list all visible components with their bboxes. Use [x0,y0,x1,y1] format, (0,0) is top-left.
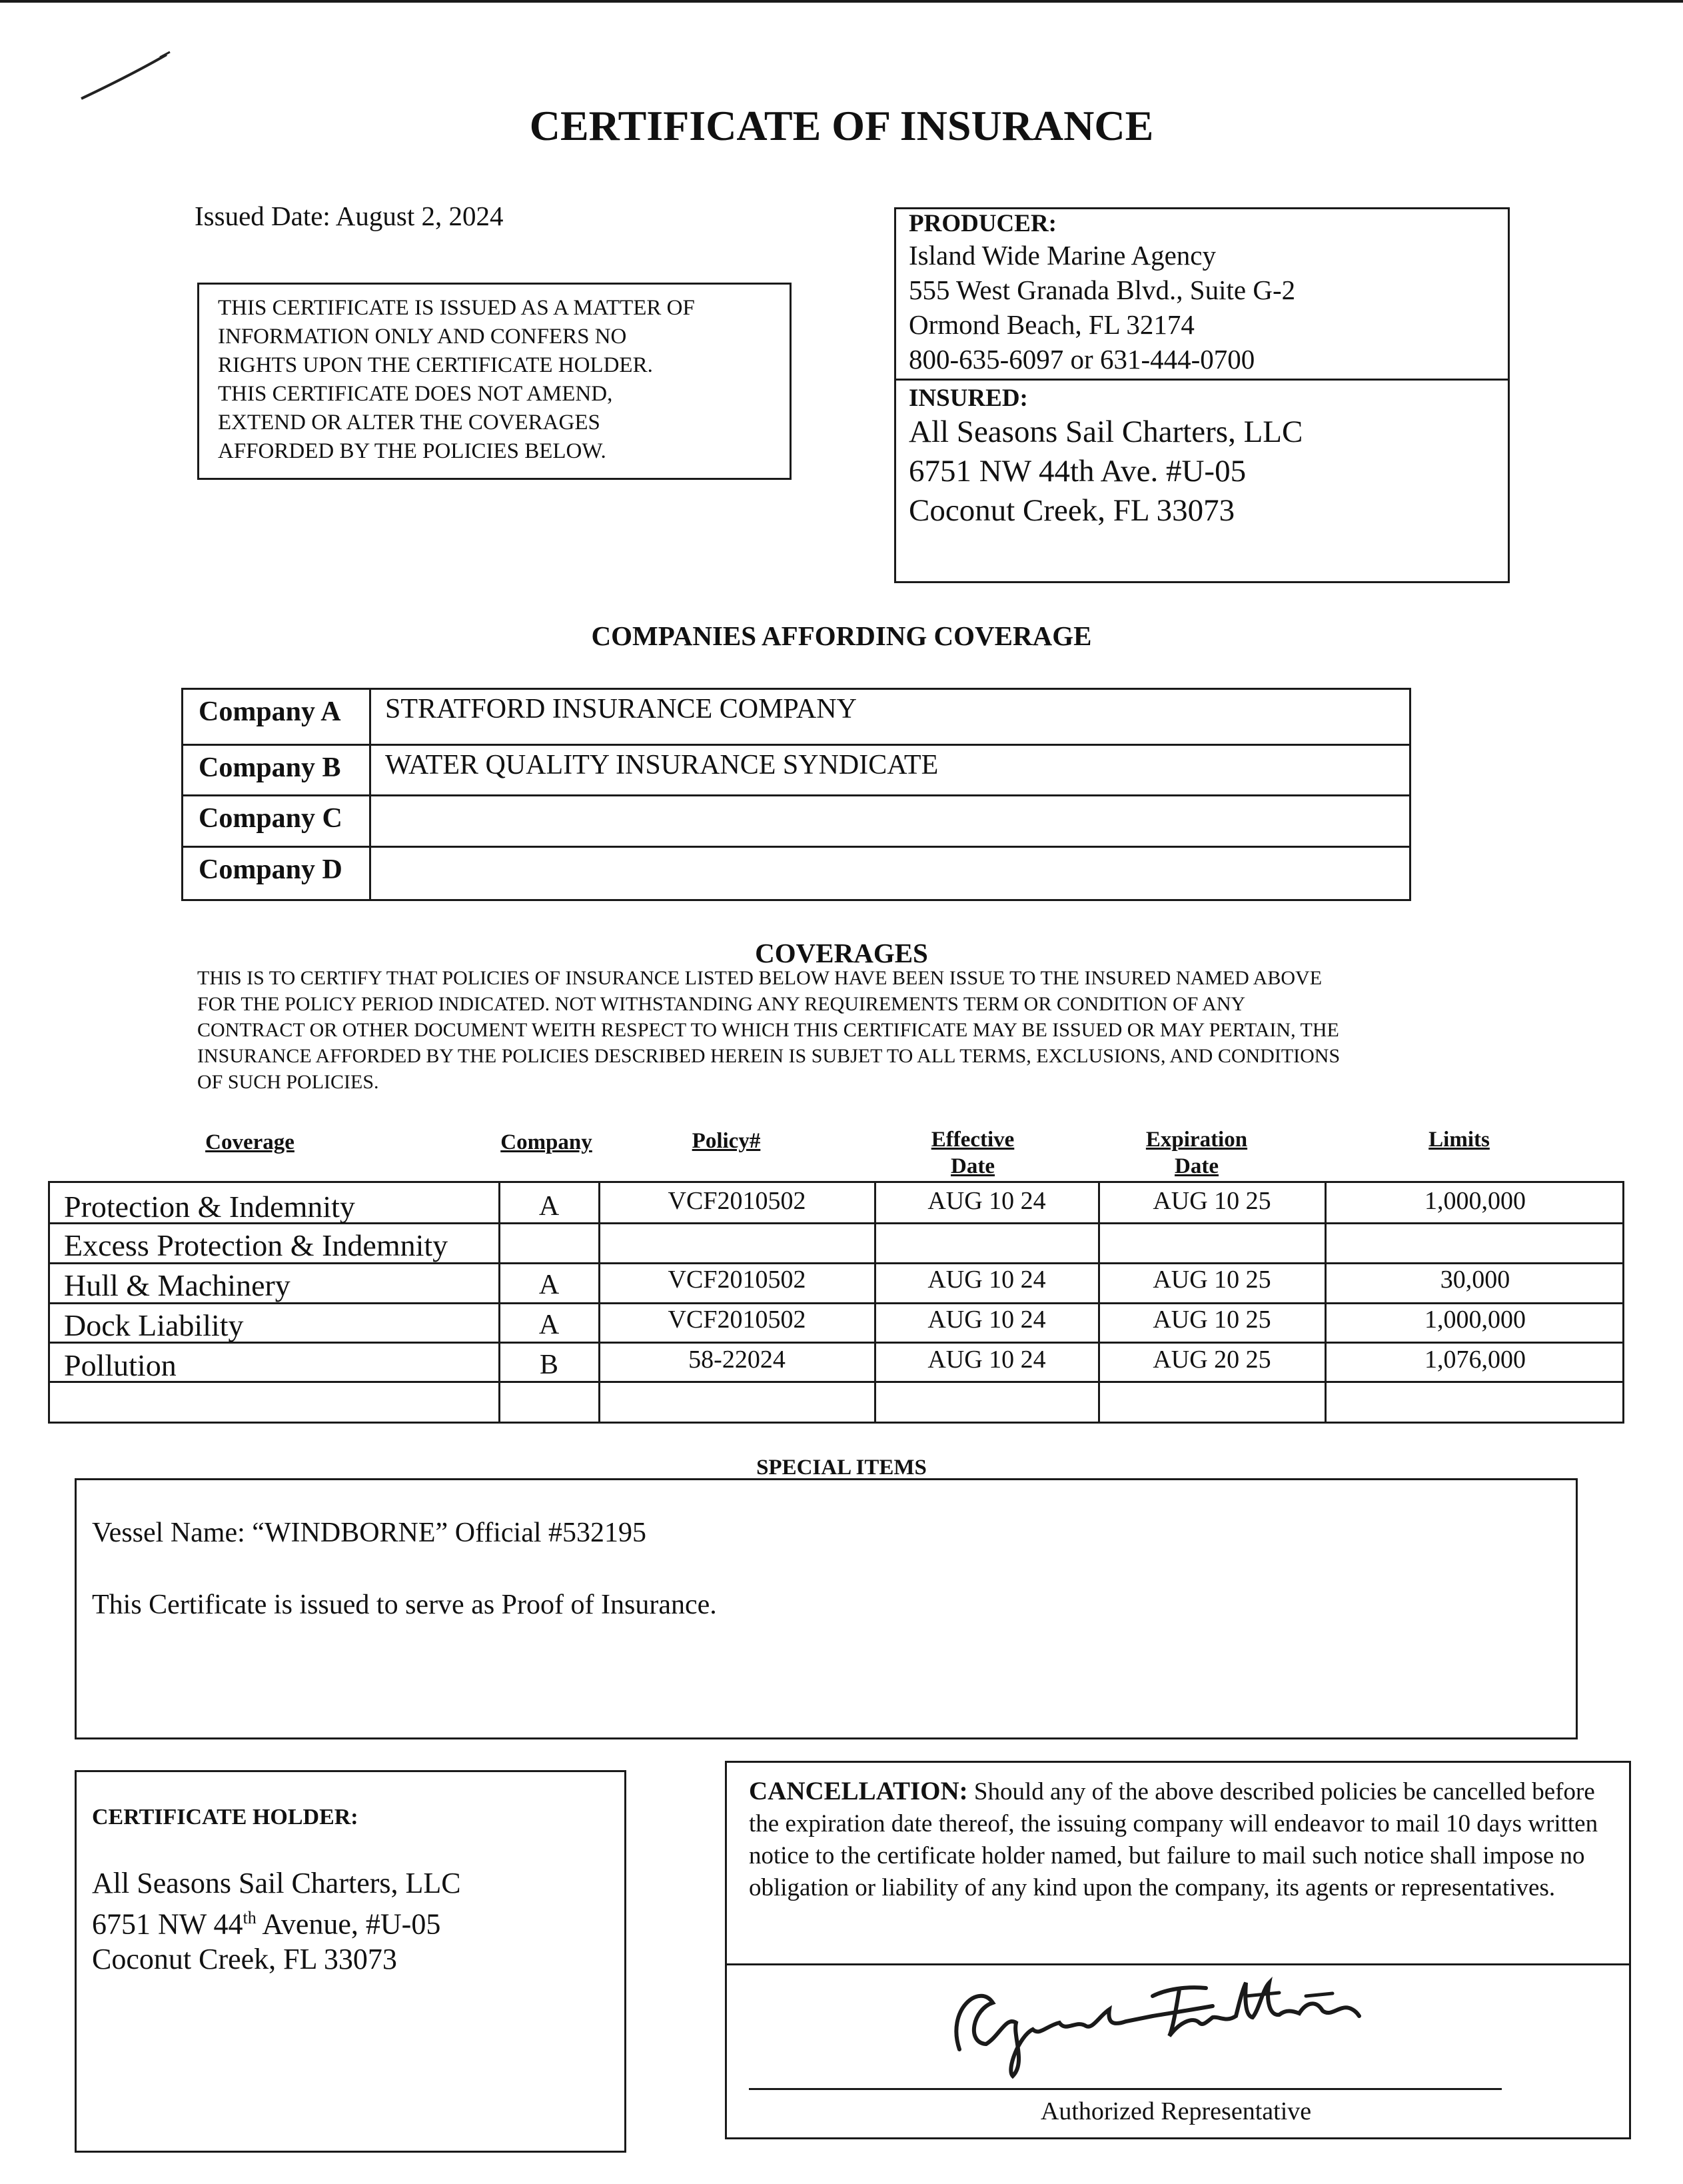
producer-divider [894,379,1510,381]
coverage-effective: AUG 10 24 [927,1187,1046,1215]
col-header-company: Company [500,1130,592,1154]
coverage-expiration: AUG 20 25 [1153,1346,1271,1374]
coverage-expiration: AUG 10 25 [1153,1187,1271,1215]
coverage-limits: 1,076,000 [1424,1346,1526,1374]
disclaimer-box [197,283,792,480]
companies-row-divider [181,846,1411,848]
proof-note: This Certificate is issued to serve as Proof of Insurance. [92,1590,717,1620]
col-header-expiration-line: Date [1175,1154,1219,1178]
company-name-a: STRATFORD INSURANCE COMPANY [385,694,857,724]
cancellation-body: Should any of the above described policies be cancelled before the expiration date thereof, the issuing company will endeavor to mail 10 days written notice to the certificate holder named, but failure to mail such notice shall impose no obligation or liability of any kind upon the company, its agents or representatives. [749,1778,1598,1901]
signature [933,1969,1373,2083]
producer-line: Island Wide Marine Agency [909,240,1216,271]
insured-section [909,384,1495,531]
col-header-effective-line: Date [951,1154,995,1178]
holder-line [92,1901,461,1942]
statement-line: CONTRACT OR OTHER DOCUMENT WEITH RESPECT TO WHICH THIS CERTIFICATE MAY BE ISSUED OR MAY PERTAIN, THE [197,1019,1339,1041]
top-scan-edge [0,0,1683,3]
signature-line [749,2088,1502,2090]
coverage-type: Dock Liability [64,1308,244,1342]
cancellation-label: CANCELLATION: [749,1777,968,1805]
vessel-name: Vessel Name: “WINDBORNE” Official #532195 [92,1518,647,1548]
holder-line: All Seasons Sail Charters, LLC [92,1867,461,1899]
coverage-expiration: AUG 10 25 [1153,1266,1271,1294]
companies-row-divider [181,744,1411,746]
coverages-statement [197,965,1503,1095]
producer-line: 555 West Granada Blvd., Suite G-2 [909,275,1296,305]
companies-heading: COMPANIES AFFORDING COVERAGE [591,620,1092,651]
pen-mark [73,47,180,107]
coverages-heading: COVERAGES [755,938,928,968]
cancellation-text [749,1775,1612,1904]
coverage-limits: 30,000 [1440,1266,1510,1294]
coverage-company: A [538,1270,560,1300]
col-header-coverage: Coverage [205,1130,294,1154]
disclaimer-line: RIGHTS UPON THE CERTIFICATE HOLDER. [218,353,653,377]
col-header-effective [893,1126,1053,1180]
disclaimer-line: INFORMATION ONLY AND CONFERS NO [218,325,627,349]
disclaimer-line: EXTEND OR ALTER THE COVERAGES [218,411,600,435]
disclaimer-line: THIS CERTIFICATE IS ISSUED AS A MATTER OF [218,296,695,320]
statement-line: THIS IS TO CERTIFY THAT POLICIES OF INSURANCE LISTED BELOW HAVE BEEN ISSUE TO THE INSURED NAMED ABOVE [197,967,1323,989]
coverage-company: A [538,1310,560,1340]
special-items-heading: SPECIAL ITEMS [756,1456,927,1480]
coverage-effective: AUG 10 24 [927,1266,1046,1294]
holder-street-suffix: th [243,1908,257,1927]
disclaimer-line: AFFORDED BY THE POLICIES BELOW. [218,439,606,463]
col-header-expiration-line: Expiration [1145,1128,1248,1152]
statement-line: INSURANCE AFFORDED BY THE POLICIES DESCRIBED HEREIN IS SUBJET TO ALL TERMS, EXCLUSIONS, AND CONDITIONS [197,1045,1341,1067]
producer-label: PRODUCER: [909,210,1057,237]
col-header-limits: Limits [1428,1128,1490,1152]
insured-label: INSURED: [909,385,1028,412]
coverage-effective: AUG 10 24 [927,1346,1046,1374]
coverage-policy: VCF2010502 [668,1187,806,1215]
insured-line: All Seasons Sail Charters, LLC [909,415,1303,449]
coverage-policy: VCF2010502 [668,1306,806,1334]
coverages-row-divider [48,1342,1624,1344]
company-label-c: Company C [199,803,342,834]
company-label-d: Company D [199,854,342,885]
coverage-type: Excess Protection & Indemnity [64,1228,448,1262]
issued-date: Issued Date: August 2, 2024 [195,201,504,231]
holder-line: Coconut Creek, FL 33073 [92,1942,397,1975]
coverage-effective: AUG 10 24 [927,1306,1046,1334]
producer-section [909,209,1495,377]
statement-line: FOR THE POLICY PERIOD INDICATED. NOT WITHSTANDING ANY REQUIREMENTS TERM OR CONDITION OF ANY [197,993,1246,1015]
coverage-company: B [539,1350,558,1380]
holder-street: 6751 NW 44 [92,1907,243,1941]
company-label-a: Company A [199,696,341,727]
company-label-b: Company B [199,752,341,783]
document-title: CERTIFICATE OF INSURANCE [529,102,1154,149]
producer-line: Ormond Beach, FL 32174 [909,309,1195,340]
col-header-policy: Policy# [692,1129,761,1153]
certificate-holder-label: CERTIFICATE HOLDER: [92,1805,358,1829]
cancellation-divider [725,1963,1631,1965]
signature-caption: Authorized Representative [1040,2097,1312,2125]
producer-line: 800-635-6097 or 631-444-0700 [909,344,1255,375]
coverage-type: Pollution [64,1348,177,1382]
coverages-row-divider [48,1381,1624,1383]
certificate-holder-address [92,1866,461,1977]
coverage-company: A [538,1191,560,1222]
insured-line: 6751 NW 44th Ave. #U-05 [909,454,1247,489]
coverage-limits: 1,000,000 [1424,1187,1526,1215]
coverage-expiration: AUG 10 25 [1153,1306,1271,1334]
col-header-expiration [1110,1126,1283,1180]
coverage-policy: 58-22024 [688,1346,786,1374]
coverage-type: Protection & Indemnity [64,1190,355,1224]
holder-street-rest: Avenue, #U-05 [256,1907,441,1941]
statement-line: OF SUCH POLICIES. [197,1071,379,1093]
companies-row-divider [181,794,1411,796]
coverage-policy: VCF2010502 [668,1266,806,1294]
coverage-type: Hull & Machinery [64,1268,290,1302]
insured-line: Coconut Creek, FL 33073 [909,493,1235,528]
company-name-b: WATER QUALITY INSURANCE SYNDICATE [385,750,939,780]
coverage-limits: 1,000,000 [1424,1306,1526,1334]
col-header-effective-line: Effective [931,1128,1015,1152]
disclaimer-line: THIS CERTIFICATE DOES NOT AMEND, [218,382,613,406]
